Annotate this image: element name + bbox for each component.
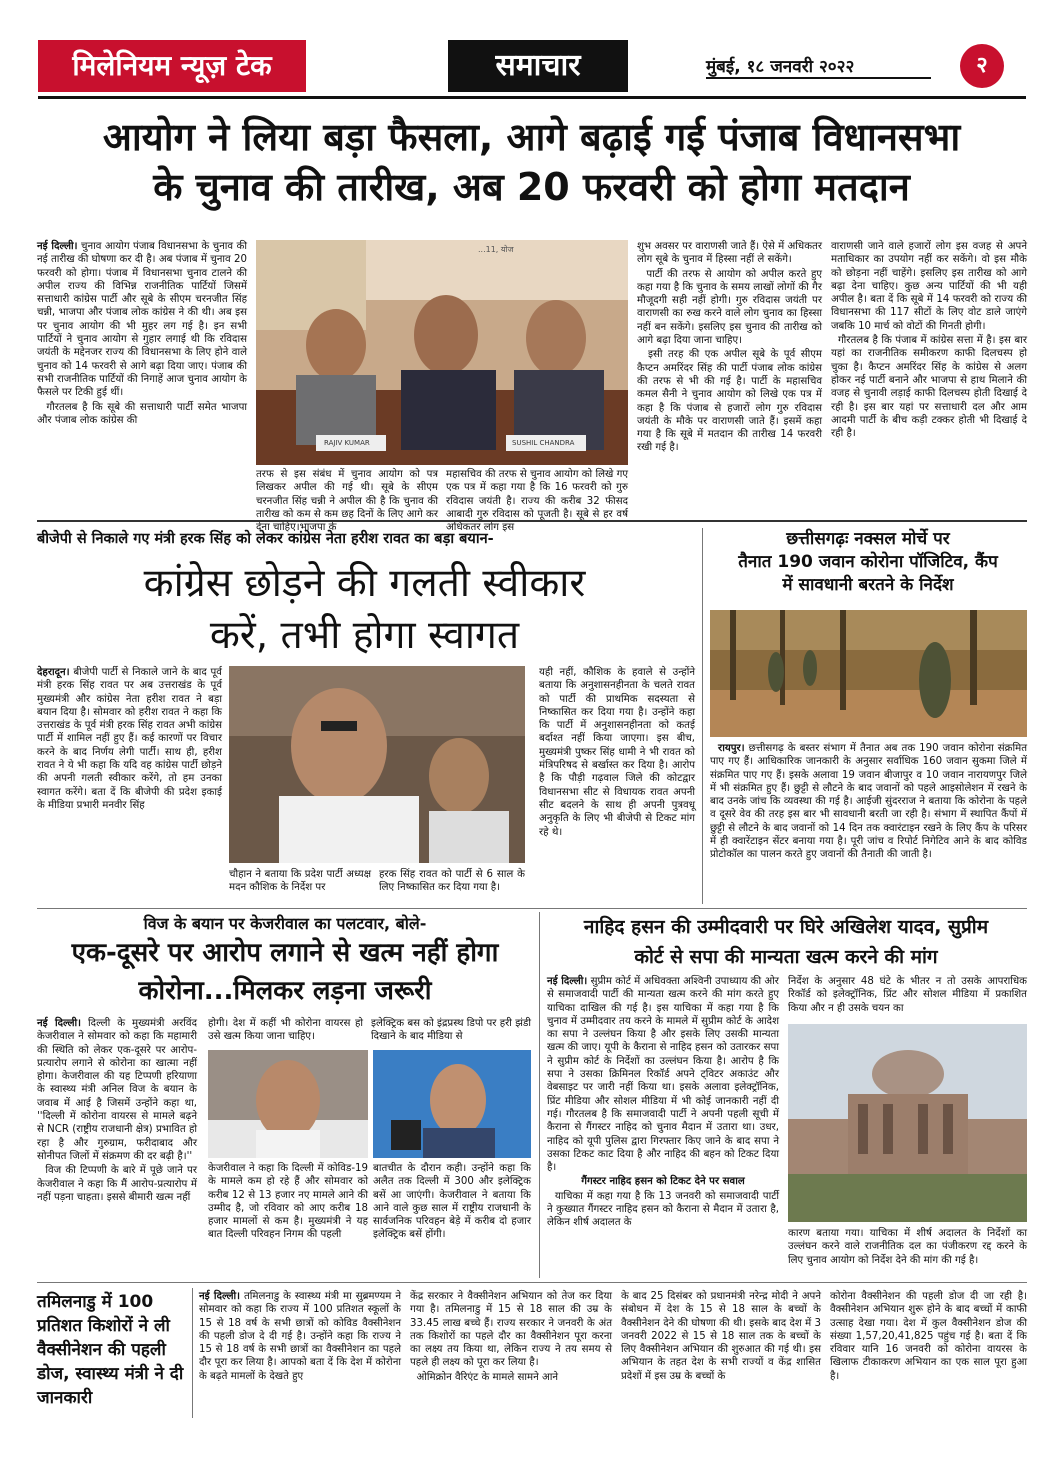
story5-headline: नाहिद हसन की उम्मीदवारी पर घिरे अखिलेश यादव, सुप्रीम कोर्ट से सपा की मान्यता खत्म करने की मांग <box>583 916 989 968</box>
story3-photo <box>710 610 1027 737</box>
story1-col1-text: चुनाव आयोग पंजाब विधानसभा के चुनाव की नई तारीख की घोषणा कर दी है। अब पंजाब में चुनाव 20 फरवरी को होगा। पंजाब में विधानसभा चुनाव टालने की अपील राज्य की विभिन्न राजनीतिक पार्टियों जिसमें सत्ताधारी कांग्रेस पार्टी और सूबे के सीएम चरनजीत सिंह चन्नी, भाजपा और पंजाब लोक कांग्रेस ने की थी। अब इस पर चुनाव आयोग की भी मुहर लग गई है। इन सभी पार्टियों ने चुनाव आयोग से गुहार लगाई थी कि रविदास जयंती के मद्देनजर राज्य की विधानसभा के लिए होने वाले चुनाव को 14 फरवरी से आगे बढ़ा दिया जाए। पंजाब की सभी राजनीतिक पार्टियों की निगाहें आज चुनाव आयोग के फैसले पर टिकी हुई थीं। <box>37 241 247 399</box>
story6-column-2: केंद्र सरकार ने वैक्सीनेशन अभियान को तेज कर दिया गया है। तमिलनाडु में 15 से 18 साल की उम्र के 33.45 लाख बच्चे हैं। राज्य सरकार ने जनवरी के अंत तक किशोरों का पहले दौर का वैक्सीनेशन पूरा करना का लक्ष्य तय किया था, लेकिन राज्य ने तय समय से पहले ही लक्ष्य को पूरा कर लिया है। ओमिक्रोन वैरिएंट के मामले सामने आने <box>410 1291 612 1383</box>
paper-name: मिलेनियम न्यूज़ टेक <box>72 49 272 82</box>
story2-caption-a: चौहान ने बताया कि प्रदेश पार्टी अध्यक्ष मदन कौशिक के निर्देश पर <box>229 869 371 894</box>
story1-column-4: वाराणसी जाने वाले हजारों लोग इस वजह से अपने मताधिकार का उपयोग नहीं कर सकेंगे। वो इस मौके को छोड़ना नहीं चाहेंगे। इसलिए इस तारीख को आगे बढ़ा देना चाहिए। कुछ अन्य पार्टियों की भी यही अपील है। बता दें कि सूबे में 14 फरवरी को राज्य की विधानसभा की 117 सीटों के लिए वोट डाले जाएंगे जबकि 10 मार्च को वोटों की गिनती होगी। गौरतलब है कि पंजाब में कांग्रेस सत्ता में है। इस बार यहां का राजनीतिक समीकरण काफी दिलचस्प हो चुका है। कैप्टन अमरिंदर सिंह के कांग्रेस से अलग होकर नई पार्टी बनाने और भाजपा से हाथ मिलाने की वजह से चुनावी लड़ाई काफी दिलचस्प होती दिखाई दे रही है। इस बार यहां पर सत्ताधारी दल और आम आदमी पार्टी के बीच कड़ी टक्कर होती भी दिखाई दे रही है। <box>831 241 1027 440</box>
section-banner <box>448 40 628 92</box>
story2-photo <box>229 666 525 863</box>
page-number-badge <box>960 44 1004 88</box>
story2-kicker: बीजेपी से निकाले गए मंत्री हरक सिंह को लेकर कांग्रेस नेता हरीश रावत का बड़ा बयान- <box>37 531 494 547</box>
photo-label-right: SUSHIL CHANDRA <box>512 439 575 447</box>
masthead <box>38 40 1026 100</box>
story5-photo <box>788 1024 1027 1222</box>
story4-photo-left <box>208 1050 368 1158</box>
story4-kicker: विज के बयान पर केजरीवाल का पलटवार, बोले- <box>143 914 427 933</box>
divider <box>702 528 703 904</box>
story4-headline: एक-दूसरे पर आरोप लगाने से खत्म नहीं होगा कोरोना...मिलकर लड़ना जरूरी <box>71 938 499 1006</box>
section-title: समाचार <box>495 48 581 83</box>
story1-column-3: शुभ अवसर पर वाराणसी जाते हैं। ऐसे में अधिकतर लोग सूबे के चुनाव में हिस्सा नहीं ले सकेंगे। पार्टी की तरफ से आयोग को अपील करते हुए कहा गया है कि चुनाव के समय लाखों लोगों की गैर मौजूदगी सही नहीं होगी। गुरु रविदास जयंती पर वाराणसी का रुख करने वाले लोग चुनाव का हिस्सा नहीं बन सकेंगे। इसलिए इस चुनाव की तारीख को आगे बढ़ा दिया जाना चाहिए। इसी तरह की एक अपील सूबे के पूर्व सीएम कैप्टन अमरिंदर सिंह की पार्टी पंजाब लोक कांग्रेस की तरफ से भी की गई है। पार्टी के महासचिव कमल सैनी ने चुनाव आयोग को लिखे एक पत्र में कहा है कि पंजाब से हजारों लोग गुरु रविदास जयंती के मौके पर वाराणसी जाते हैं। इसमें कहा गया है कि सूबे में मतदान की तारीख 14 फरवरी रखी गई है। <box>637 241 822 454</box>
divider <box>37 1282 1027 1283</box>
divider <box>539 912 540 1278</box>
story2-column-1: देहरादून। बीजेपी पार्टी से निकाले जाने के बाद पूर्व मंत्री हरक सिंह रावत पर अब उत्तराखंड के पूर्व मुख्यमंत्री और कांग्रेस नेता हरीश रावत ने बड़ा बयान दिया है। सोमवार को हरीश रावत ने कहा कि उत्तराखंड के पूर्व मंत्री हरक सिंह रावत अभी कांग्रेस पार्टी में शामिल नहीं हुए हैं। कई कारणों पर विचार करने के बाद निर्णय लेगी पार्टी। साथ ही, हरीश रावत ने ये भी कहा कि यदि वह कांग्रेस पार्टी छोड़ने की अपनी गलती स्वीकार करेंगे, तो हम उनका स्वागत करेंगे। बता दें कि बीजेपी की प्रदेश इकाई के मीडिया प्रभारी मनवीर सिंह <box>37 667 222 811</box>
story4-column-1: नई दिल्ली। दिल्ली के मुख्यमंत्री अरविंद केजरीवाल ने सोमवार को कहा कि महामारी की स्थिति को लेकर एक-दूसरे पर आरोप-प्रत्यारोप लगाने से कोरोना का खात्मा नहीं होगा। केजरीवाल की यह टिप्पणी हरियाणा के स्वास्थ्य मंत्री अनिल विज के बयान के जवाब में आई है जिसमें उन्होंने कहा था, ''दिल्ली में कोरोना वायरस से मामले बढ़ने से NCR (राष्ट्रीय राजधानी क्षेत्र) प्रभावित हो रहा है और गुरुग्राम, फरीदाबाद और सोनीपत जिलों में संक्रमण की दर बढ़ी है।'' विज की टिप्पणी के बारे में पूछे जाने पर केजरीवाल ने कहा कि मैं आरोप-प्रत्यारोप में नहीं पड़ना चाहता। इससे बीमारी खत्म नहीं <box>37 1018 197 1203</box>
story6-column-3: के बाद 25 दिसंबर को प्रधानमंत्री नरेन्द्र मोदी ने अपने संबोधन में देश के 15 से 18 साल के बच्चों के वैक्सीनेशन देने की घोषणा की थी। इसके बाद देश में 3 जनवरी 2022 से 15 से 18 साल तक के बच्चों के लिए वैक्सीनेशन अभियान की शुरुआत की गई थी। इस अभियान के तहत देश के सभी राज्यों व केंद्र शासित प्रदेशों में इस उम्र के बच्चों के <box>621 1291 821 1382</box>
story5-column-1: नई दिल्ली। सुप्रीम कोर्ट में अधिवक्ता अश्विनी उपाध्याय की ओर से समाजवादी पार्टी की मान्यता खत्म करने की मांग करते हुए याचिका दाखिल की गई है। इस याचिका में कहा गया है कि चुनाव में उम्मीदवार तय करने के मामले में सुप्रीम कोर्ट के आदेश का सपा ने उल्लंघन किया है और इसके लिए उसकी मान्यता खत्म की जाए। यूपी के कैराना से नाहिद हसन को उतारकर सपा ने सुप्रीम कोर्ट के निर्देशों का उल्लंघन किया है। आरोप है कि सपा ने उसका क्रिमिनल रिकॉर्ड अपने ट्विटर अकाउंट और वेबसाइट पर जारी नहीं किया था। इसके अलावा इलेक्ट्रॉनिक, प्रिंट मीडिया और सोशल मीडिया में भी कोई जानकारी नहीं दी गई। गौरतलब है कि समाजवादी पार्टी ने अपनी पहली सूची में कैराना से गैंगस्टर नाहिद को चुनाव मैदान में उतारा था। उधर, नाहिद को यूपी पुलिस द्वारा गिरफ्तार किए जाने के बाद सपा ने उसका टिकट काट दिया है और नाहिद की बहन को टिकट दिया है। गैंगस्टर नाहिद हसन को टिकट देने पर सवाल याचिका में कहा गया है कि 13 जनवरी को समाजवादी पार्टी ने कुख्यात गैंगस्टर नाहिद हसन को कैराना से मैदान में उतारा है, लेकिन शीर्ष अदालत के <box>547 976 779 1229</box>
story1-photo <box>256 240 628 465</box>
story1-headline-line1: आयोग ने लिया बड़ा फैसला, आगे बढ़ाई गई पंजाब विधानसभा <box>102 115 961 159</box>
story4-col3-bottom: बातचीत के दौरान कही। उन्होंने कहा कि अलैत तक दिल्ली में 300 और इलेक्ट्रिक बसें आ जाएंगी। केजरीवाल ने बताया कि आने वाले कुछ साल में राष्ट्रीय राजधानी के सार्वजनिक परिवहन बेड़े में करीब दो हजार इलेक्ट्रिक बसें होंगी। <box>373 1163 531 1241</box>
story5-subhead: गैंगस्टर नाहिद हसन को टिकट देने पर सवाल <box>581 1176 745 1188</box>
story2-caption-b: हरक सिंह रावत को पार्टी से 6 साल के लिए निष्कासित कर दिया गया है। <box>379 869 525 894</box>
story1-column-1 <box>37 240 247 515</box>
divider <box>192 1288 193 1418</box>
story1-headline-line2: के चुनाव की तारीख, अब 20 फरवरी को होगा मतदान <box>153 165 910 209</box>
story5-col2-top: निर्देश के अनुसार 48 घंटे के भीतर न तो उसके आपराधिक रिकॉर्ड को इलेक्ट्रॉनिक, प्रिंट और सोशल मीडिया में प्रकाशित किया और न ही उसके चयन का <box>788 976 1027 1014</box>
divider <box>37 520 1027 522</box>
masthead-rule <box>38 96 1026 99</box>
story6-column-4: कोरोना वैक्सीनेशन की पहली डोज दी जा रही है। वैक्सीनेशन अभियान शुरू होने के बाद बच्चों में काफी उत्साह देखा गया। देश में कुल वैक्सीनेशन डोज की संख्या 1,57,20,41,825 पहुंच गई है। बता दें कि रविवार यानि 16 जनवरी को कोरोना वायरस के खिलाफ टीकाकरण अभियान का एक साल पूरा हुआ है। <box>830 1291 1027 1382</box>
story5-col2-bottom: कारण बताया गया। याचिका में शीर्ष अदालत के निर्देशों का उल्लंघन करने वाले राजनीतिक दल का पंजीकरण रद्द करने के लिए चुनाव आयोग को निर्देश देने की मांग की गई है। <box>788 1228 1027 1266</box>
story1-headline <box>30 112 1033 212</box>
page-number: २ <box>976 53 988 78</box>
paper-name-banner <box>38 40 306 92</box>
photo-label-top: ...11, योज <box>478 245 514 254</box>
story3-headline: छत्तीसगढ़ः नक्सल मोर्चे पर तैनात 190 जवान कोरोना पॉजिटिव, कैंप में सावधानी बरतने के निर्देश <box>738 529 998 595</box>
story1-lead: नई दिल्ली। <box>37 241 78 252</box>
dateline: मुंबई, १८ जनवरी २०२२ <box>706 54 931 79</box>
story6-column-1: नई दिल्ली। तमिलनाडु के स्वास्थ्य मंत्री मा सुब्रमण्यम ने सोमवार को कहा कि राज्य में 100 प्रतिशत स्कूलों के 15 से 18 वर्ष के सभी छात्रों को कोविड वैक्सीनेशन की पहली डोज दे दी गई है। उन्होंने कहा कि राज्य ने 15 से 18 वर्ष के सभी छात्रों का वैक्सीनेशन का पहले दौर पूरा कर लिया है। आपको बता दें कि देश में कोरोना के बढ़ते मामलों के देखते हुए <box>199 1291 401 1382</box>
divider <box>37 908 1027 909</box>
story2-column-3: यही नहीं, कौशिक के हवाले से उन्होंने बताया कि अनुशासनहीनता के चलते रावत को पार्टी की प्राथमिक सदस्यता से निष्कासित कर दिया गया है। उन्होंने कहा कि पार्टी में अनुशासनहीनता को कतई बर्दाश्त नहीं किया जाएगा। इस बीच, मुख्यमंत्री पुष्कर सिंह धामी ने भी रावत को मंत्रिपरिषद से बर्खास्त कर दिया है। आरोप है कि पौड़ी गढ़वाल जिले की कोटद्वार विधानसभा सीट से विधायक रावत अपनी सीट बदलने के साथ ही अपनी पुत्रवधू अनुकृति के लिए भी बीजेपी से टिकट मांग रहे थे। <box>539 667 695 838</box>
story3-body: रायपुर। छत्तीसगढ़ के बस्तर संभाग में तैनात अब तक 190 जवान कोरोना संक्रमित पाए गए हैं। आधिकारिक जानकारी के अनुसार सर्वाधिक 160 जवान सुकमा जिले में संक्रमित पाए गए हैं। इसके अलावा 19 जवान बीजापुर व 10 जवान नारायणपुर जिले में भी संक्रमित हुए हैं। छुट्टी से लौटने के बाद जवानों को पहले आइसोलेशन में रखने के बाद उनके जांच कि व्यवस्था की गई है। आईजी सुंदरराज ने बताया कि कोरोना के पहले व दूसरे वेव की तरह इस बार भी सावधानी बरती जा रही है। संभाग में स्थापित कैंपों में छुट्टी से लौटने के बाद जवानों को 14 दिन तक क्वारंटाइन रखने के लिए कैंप के परिसर में ही क्वारेंटाइन सेंटर बनाया गया है। पूरी जांच व रिपोर्ट निगेटिव आने के बाद कोविड प्रोटोकॉल का पालन करते हुए जवानों की तैनाती की जाती है। <box>710 743 1027 861</box>
story4-col2-bottom: केजरीवाल ने कहा कि दिल्ली में कोविड-19 के मामले कम हो रहे हैं और सोमवार को करीब 12 से 13 हजार नए मामले आने की उम्मीद है, जो रविवार को आए करीब 18 हजार मामलों से कम है। मुख्यमंत्री ने यह बात दिल्ली परिवहन निगम की पहली <box>208 1163 368 1241</box>
story1-caption-a: तरफ से इस संबंध में चुनाव आयोग को पत्र लिखकर अपील की गई थी। सूबे के सीएम चरनजीत सिंह चन्नी ने अपील की है कि चुनाव की तारीख को कम से कम छह दिनों के लिए आगे कर देना चाहिए।भाजपा के <box>256 469 438 534</box>
story4-photo-right <box>373 1050 531 1158</box>
photo-label-left: RAJIV KUMAR <box>324 439 370 447</box>
story6-headline: तमिलनाडु में 100 प्रतिशत किशोरों ने ली वैक्सीनेशन की पहली डोज, स्वास्थ्य मंत्री ने दी जानकारी <box>37 1292 184 1408</box>
story4-col3-top: इलेक्ट्रिक बस को इंद्रप्रस्थ डिपो पर हरी झंडी दिखाने के बाद मीडिया से <box>371 1018 531 1043</box>
story1-caption-b: महासचिव की तरफ से चुनाव आयोग को लिखे गए एक पत्र में कहा गया है कि 16 फरवरी को गुरु रविदास जयंती है। राज्य की करीब 32 फीसद आबादी गुरु रविदास को पूजती है। सूबे से हर वर्ष अधिकतर लोग इस <box>446 469 628 534</box>
story4-col2-top: होगी। देश में कहीं भी कोरोना वायरस हो उसे खत्म किया जाना चाहिए। <box>208 1018 363 1043</box>
story2-headline: कांग्रेस छोड़ने की गलती स्वीकार करें, तभी होगा स्वागत <box>143 561 586 658</box>
story1-col1-text2: गौरतलब है कि सूबे की सत्ताधारी पार्टी समेत भाजपा और पंजाब लोक कांग्रेस की <box>37 401 247 426</box>
